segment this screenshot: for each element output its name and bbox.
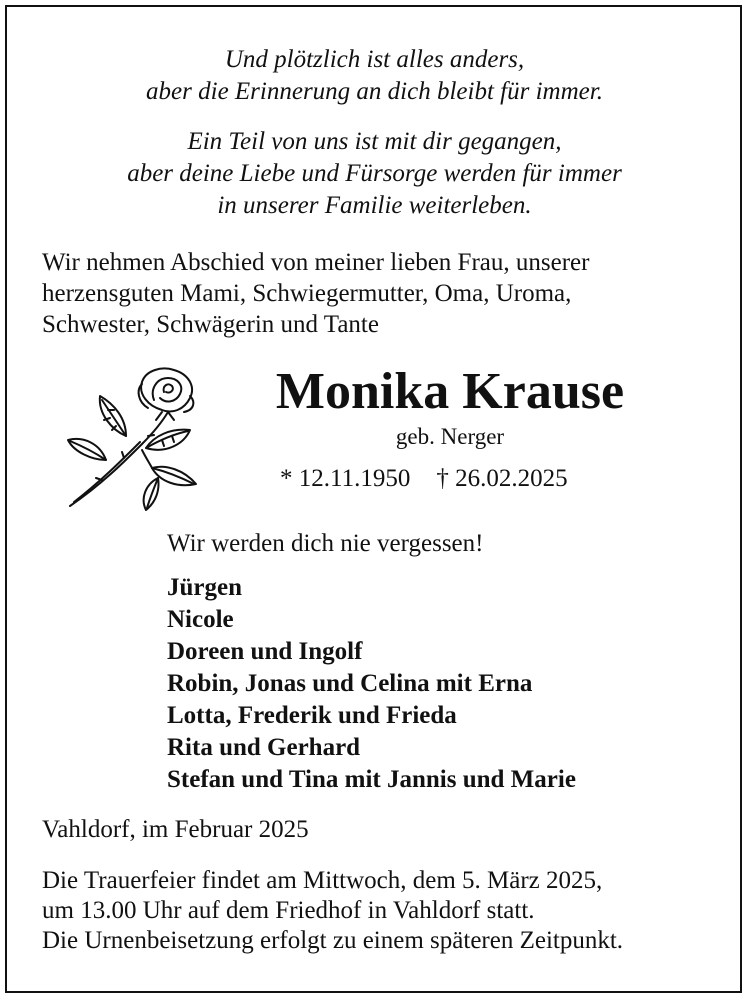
death-date: † 26.02.2025 bbox=[436, 465, 568, 492]
poem-line: in unserer Familie weiterleben. bbox=[217, 192, 532, 219]
farewell-intro bbox=[42, 247, 722, 340]
rose-icon bbox=[62, 366, 204, 512]
poem-line: Ein Teil von uns ist mit dir gegangen, bbox=[187, 128, 562, 155]
deceased-name: Monika Krause bbox=[275, 363, 625, 420]
poem-stanza-1 bbox=[0, 44, 749, 108]
family-member: Jürgen bbox=[167, 574, 242, 601]
family-member: Nicole bbox=[167, 606, 234, 633]
funeral-line: um 13.00 Uhr auf dem Friedhof in Vahldorf statt. bbox=[42, 897, 535, 924]
birth-date: * 12.11.1950 bbox=[280, 465, 411, 492]
poem-line: Und plötzlich ist alles anders, bbox=[224, 46, 525, 73]
family-member: Robin, Jonas und Celina mit Erna bbox=[167, 670, 533, 697]
funeral-line: Die Urnenbeisetzung erfolgt zu einem späteren Zeitpunkt. bbox=[42, 927, 624, 954]
poem-line: aber die Erinnerung an dich bleibt für immer. bbox=[146, 78, 603, 105]
intro-line: herzensguten Mami, Schwiegermutter, Oma, Uroma, bbox=[42, 280, 572, 307]
life-dates bbox=[280, 463, 680, 495]
family-member: Doreen und Ingolf bbox=[167, 638, 363, 665]
birth-name: geb. Nerger bbox=[395, 424, 505, 449]
family-member: Lotta, Frederik und Frieda bbox=[167, 702, 457, 729]
memorial-tagline: Wir werden dich nie vergessen! bbox=[167, 530, 484, 557]
funeral-info bbox=[42, 866, 732, 956]
intro-line: Schwester, Schwägerin und Tante bbox=[42, 311, 379, 338]
family-list bbox=[167, 572, 727, 796]
place-date: Vahldorf, im Februar 2025 bbox=[42, 816, 309, 843]
funeral-line: Die Trauerfeier findet am Mittwoch, dem 5. März 2025, bbox=[42, 867, 603, 894]
poem-stanza-2 bbox=[0, 126, 749, 222]
family-member: Rita und Gerhard bbox=[167, 734, 361, 761]
family-member: Stefan und Tina mit Jannis und Marie bbox=[167, 766, 576, 793]
poem-line: aber deine Liebe und Fürsorge werden für immer bbox=[127, 160, 622, 187]
intro-line: Wir nehmen Abschied von meiner lieben Frau, unserer bbox=[42, 249, 590, 276]
